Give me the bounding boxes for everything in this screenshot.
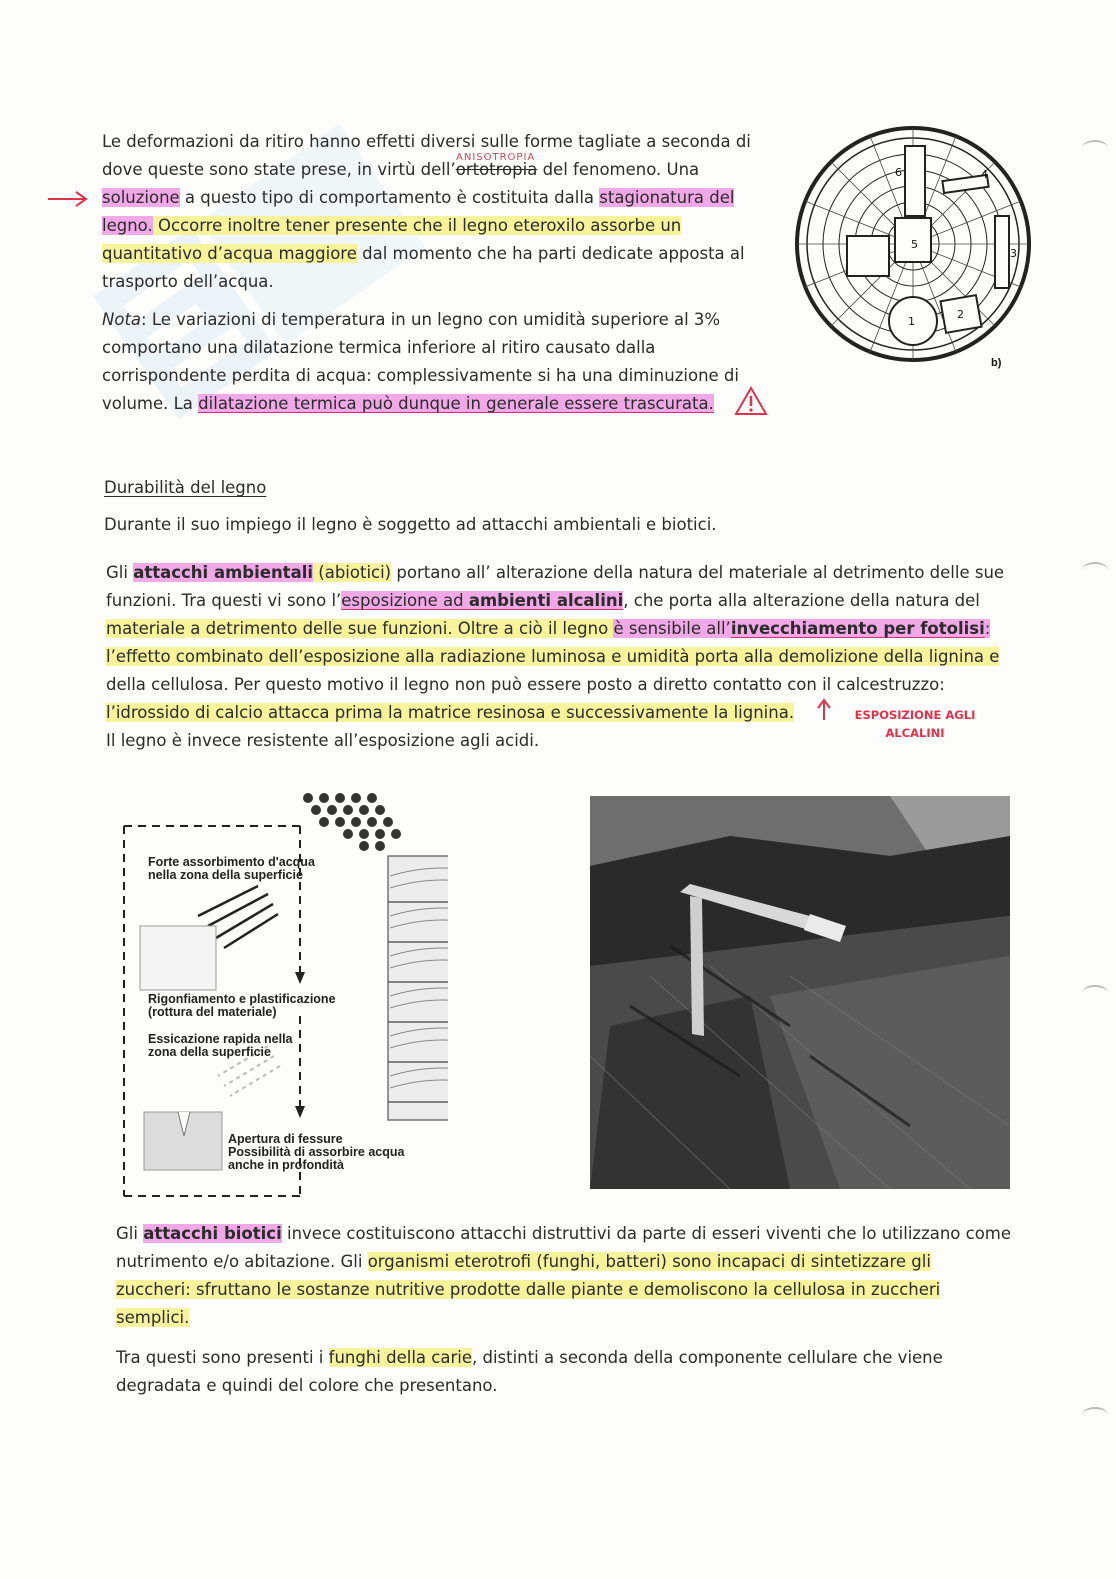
text-line <box>106 587 1004 615</box>
hole-punch <box>1082 985 1108 1001</box>
strikethrough-word: ortotropia <box>455 160 538 179</box>
warning-icon <box>734 386 768 416</box>
hole-punch <box>1082 140 1108 156</box>
handwritten-annotation: ANISOTROPIA <box>456 152 536 163</box>
text-run: volume. La <box>102 394 199 413</box>
highlighted-text: soluzione <box>102 188 180 207</box>
log-cross-section-diagram <box>795 126 1035 376</box>
text-line <box>116 1276 1011 1304</box>
figure-label <box>148 856 315 882</box>
text-run: a questo tipo di comportamento è costituita dalla <box>179 188 600 207</box>
hole-punch <box>1082 562 1108 578</box>
highlighted-text: stagionatura del <box>599 188 735 207</box>
figure-label <box>228 1133 404 1172</box>
biotic-paragraph <box>116 1220 1011 1332</box>
text-line <box>102 128 751 156</box>
text-line <box>102 268 751 296</box>
highlighted-text: esposizione ad <box>341 591 469 610</box>
text-run: : Le variazioni di temperatura in un legno con umidità superiore al 3% <box>141 310 721 329</box>
highlighted-text: zuccheri: sfruttano le sostanze nutritive prodotte dalle piante e demoliscono la cellulosa in zuccheri <box>116 1280 941 1299</box>
margin-arrow-icon <box>46 188 92 210</box>
figure-label-line: (rottura del materiale) <box>148 1005 277 1019</box>
highlighted-text: organismi eterotrofi <box>367 1252 532 1271</box>
text-run: Gli <box>116 1224 144 1243</box>
text-line <box>116 1220 1011 1248</box>
fungi-paragraph <box>116 1344 943 1400</box>
highlighted-text: (funghi, batteri) sono incapaci di sintetizzare gli <box>531 1252 931 1271</box>
annotation-arrow-icon <box>814 696 834 722</box>
text-line <box>106 671 1004 699</box>
text-run: funzioni. Tra questi vi sono l’ <box>106 591 342 610</box>
highlighted-text: legno. <box>102 216 153 235</box>
text-run: dal momento che ha parti dedicate apposta al <box>356 244 745 263</box>
text-line <box>106 615 1004 643</box>
text-run: della cellulosa. Per questo motivo il legno non può essere posto a diretto contatto con il calcestruzzo: <box>106 675 945 694</box>
text-run: Il legno è invece resistente all’esposizione agli acidi. <box>106 731 540 750</box>
text-run: nutrimento e/o abitazione. Gli <box>116 1252 368 1271</box>
text-line <box>106 559 1004 587</box>
highlighted-text: attacchi ambientali <box>133 563 314 582</box>
text-run: degradata e quindi del colore che presentano. <box>116 1376 498 1395</box>
text-run: del fenomeno. Una <box>537 160 700 179</box>
text-run: portano all’ alterazione della natura del materiale al detrimento delle sue <box>391 563 1005 582</box>
figure-label-line: Possibilità di assorbire acqua <box>228 1145 405 1159</box>
figure-label <box>148 993 336 1019</box>
text-line <box>116 1372 943 1400</box>
highlighted-text: attacchi biotici <box>143 1224 282 1243</box>
highlighted-text: quantitativo d’acqua maggiore <box>102 244 357 263</box>
text-line <box>102 390 739 418</box>
figure-label-line: zona della superficie <box>148 1045 271 1059</box>
text-run: Tra questi sono presenti i <box>116 1348 329 1367</box>
section-title: Durabilità del legno <box>104 478 267 497</box>
photo-image <box>590 796 1010 1189</box>
highlighted-text: l’idrossido di calcio attacca prima la matrice resinosa e successivamente la lignina. <box>106 703 795 722</box>
annotation-line: ALCALINI <box>885 726 945 740</box>
highlighted-text: ambienti alcalini <box>468 591 624 610</box>
annotation-line: ESPOSIZIONE AGLI <box>854 708 976 722</box>
intro-paragraph <box>102 128 751 296</box>
highlighted-text: funghi della carie <box>328 1348 472 1367</box>
text-line <box>102 184 751 212</box>
text-run: invece costituiscono attacchi distruttivi da parte di esseri viventi che lo utilizzano come <box>281 1224 1012 1243</box>
text-line: comportano una dilatazione termica inferiore al ritiro causato dalla <box>102 338 656 357</box>
diagram-number: 5 <box>911 238 918 251</box>
figure-label-line: nella zona della superficie <box>148 868 303 882</box>
figure-label-line: Forte assorbimento d'acqua <box>148 855 315 869</box>
figure-label <box>148 1033 293 1059</box>
annotation-text <box>840 706 990 742</box>
highlighted-text: l’effetto combinato dell’esposizione alla radiazione luminosa e umidità porta alla demolizione della lignina e <box>106 647 1000 666</box>
diagram-number: 6 <box>895 166 902 179</box>
highlighted-text: materiale a detrimento delle sue funzioni. Oltre a ciò il legno <box>106 619 614 638</box>
text-run: , che porta alla alterazione della natura del <box>623 591 980 610</box>
text-line <box>116 1304 1011 1332</box>
diagram-number: 4 <box>981 168 988 181</box>
highlighted-text: (abiotici) <box>313 563 392 582</box>
diagram-number: 1 <box>908 315 915 328</box>
highlighted-text: Occorre inoltre tener presente che il legno eteroxilo assorbe un <box>152 216 682 235</box>
highlighted-text: semplici. <box>116 1308 190 1327</box>
diagram-number: 2 <box>957 308 964 321</box>
text-run: : <box>984 619 991 638</box>
decayed-wood-photo <box>590 796 1010 1189</box>
text-line <box>116 1248 1011 1276</box>
text-line <box>116 1344 943 1372</box>
figure-label-line: Essicazione rapida nella <box>148 1032 293 1046</box>
text-run: , distinti a seconda della componente cellulare che viene <box>471 1348 943 1367</box>
text-line: corrispondente perdita di acqua: complessivamente si ha una diminuzione di <box>102 366 739 385</box>
highlighted-text: dilatazione termica può dunque in generale essere trascurata. <box>198 394 714 413</box>
text-line <box>106 643 1004 671</box>
figure-label-line: Rigonfiamento e plastificazione <box>148 992 336 1006</box>
nota-label: Nota <box>102 310 142 329</box>
hole-punch <box>1082 1407 1108 1423</box>
text-line <box>102 156 751 184</box>
section-intro: Durante il suo impiego il legno è soggetto ad attacchi ambientali e biotici. <box>104 515 717 534</box>
text-run: trasporto dell’acqua. <box>102 272 274 291</box>
figure-label-line: Apertura di fessure <box>228 1132 343 1146</box>
highlighted-text: è sensibile all’ <box>613 619 731 638</box>
nota-paragraph <box>102 306 739 418</box>
text-run: Gli <box>106 563 134 582</box>
text-line <box>102 240 751 268</box>
text-line <box>102 306 739 334</box>
highlighted-text: invecchiamento per fotolisi <box>730 619 985 638</box>
figure-caption: b) <box>991 357 1002 369</box>
text-run: Le deformazioni da ritiro hanno effetti diversi sulle forme tagliate a seconda di <box>102 132 751 151</box>
text-line <box>102 212 751 240</box>
figure-label-line: anche in profondità <box>228 1158 344 1172</box>
diagram-number: 3 <box>1010 247 1017 260</box>
text-run: dove queste sono state prese, in virtù dell’ <box>102 160 456 179</box>
